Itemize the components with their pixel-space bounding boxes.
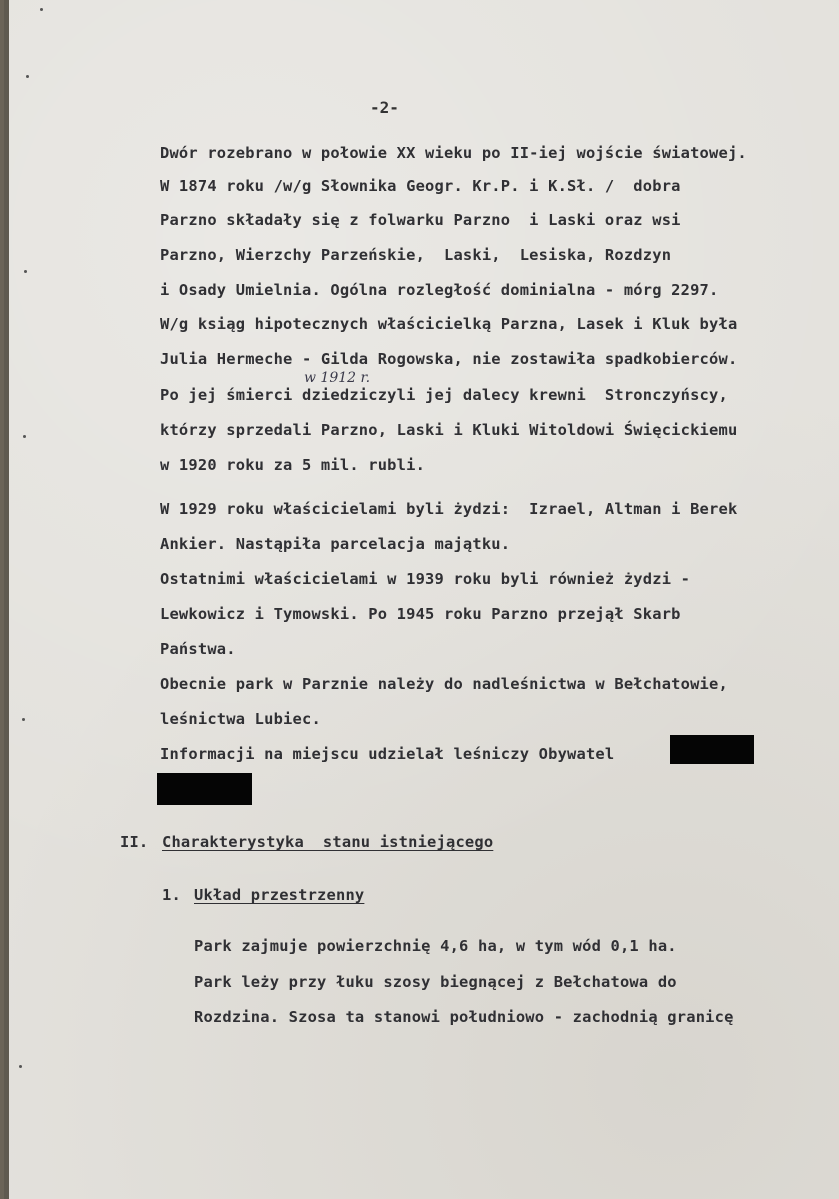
text-line: w 1920 roku za 5 mil. rubli.	[160, 456, 426, 474]
subsection-number: 1.	[162, 886, 181, 904]
text-line: Obecnie park w Parznie należy do nadleśnictwa w Bełchatowie,	[160, 675, 728, 693]
section-heading: Charakterystyka stanu istniejącego	[162, 833, 494, 851]
text-line: W 1874 roku /w/g Słownika Geogr. Kr.P. i K.Sł. / dobra	[160, 177, 681, 195]
text-line: W 1929 roku właścicielami byli żydzi: Izrael, Altman i Berek	[160, 500, 738, 518]
text-line: Park leży przy łuku szosy biegnącej z Bełchatowa do	[194, 973, 677, 991]
text-line: Po jej śmierci dziedziczyli jej dalecy krewni Stronczyńscy,	[160, 386, 728, 404]
text-line: Ankier. Nastąpiła parcelacja majątku.	[160, 535, 511, 553]
text-line: W/g ksiąg hipotecznych właścicielką Parzna, Lasek i Kluk była	[160, 315, 738, 333]
text-line: Informacji na miejscu udzielał leśniczy Obywatel	[160, 745, 615, 763]
redaction-bar	[670, 735, 754, 764]
text-line: Julia Hermeche - Gilda Rogowska, nie zostawiła spadkobierców.	[160, 350, 738, 368]
text-line: którzy sprzedali Parzno, Laski i Kluki Witoldowi Święcickiemu	[160, 421, 738, 439]
text-line: Lewkowicz i Tymowski. Po 1945 roku Parzno przejął Skarb	[160, 605, 681, 623]
scan-speck	[23, 435, 26, 438]
scan-speck	[24, 270, 27, 273]
subsection-heading: Układ przestrzenny	[194, 886, 365, 904]
page-edge-shadow	[4, 0, 9, 1199]
section-number: II.	[120, 833, 149, 851]
redaction-bar	[157, 773, 252, 805]
text-line: Ostatnimi właścicielami w 1939 roku byli również żydzi -	[160, 570, 691, 588]
scan-speck	[22, 718, 25, 721]
text-line: Państwa.	[160, 640, 236, 658]
scan-speck	[40, 8, 43, 11]
text-line: i Osady Umielnia. Ogólna rozległość dominialna - mórg 2297.	[160, 281, 719, 299]
scan-speck	[26, 75, 29, 78]
scan-speck	[19, 1065, 22, 1068]
text-line: Parzno składały się z folwarku Parzno i Laski oraz wsi	[160, 211, 681, 229]
page-number: -2-	[370, 98, 399, 117]
text-line: leśnictwa Lubiec.	[160, 710, 321, 728]
text-line: Dwór rozebrano w połowie XX wieku po II-iej wojście światowej.	[160, 144, 747, 162]
text-line: Rozdzina. Szosa ta stanowi południowo - zachodnią granicę	[194, 1008, 734, 1026]
document-page	[4, 0, 839, 1199]
text-line: Park zajmuje powierzchnię 4,6 ha, w tym wód 0,1 ha.	[194, 937, 677, 955]
text-line: Parzno, Wierzchy Parzeńskie, Laski, Lesiska, Rozdzyn	[160, 246, 672, 264]
handwritten-annotation: w 1912 r.	[304, 370, 371, 386]
